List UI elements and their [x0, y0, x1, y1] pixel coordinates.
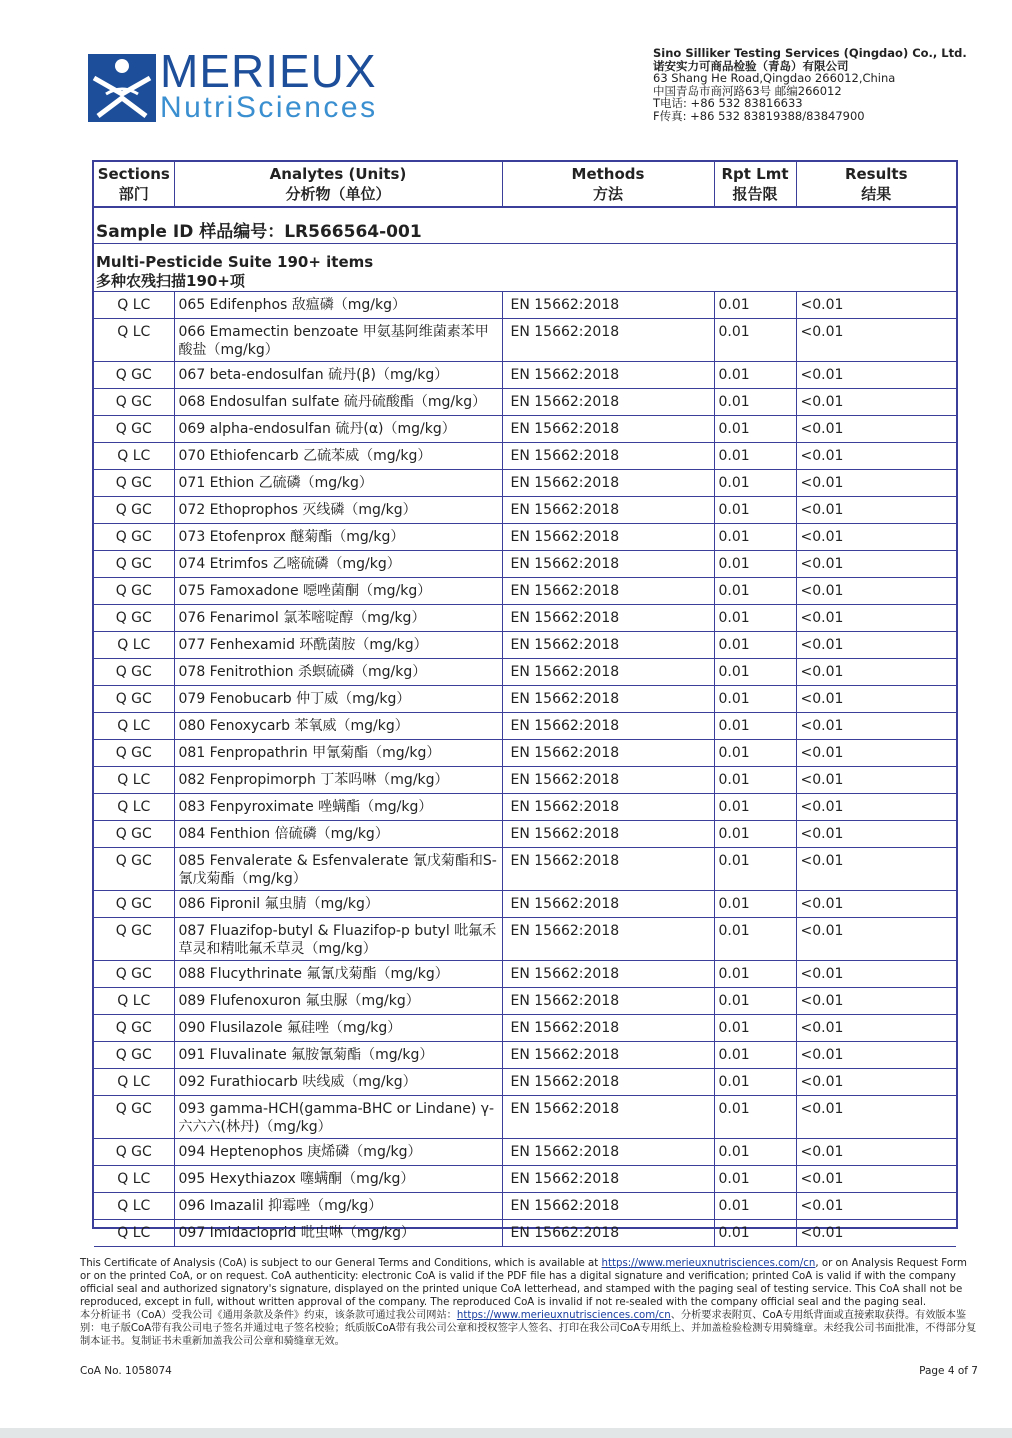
analyte-cell: 097 Imidacloprid 吡虫啉（mg/kg）: [174, 1220, 502, 1247]
result-cell: <0.01: [796, 524, 956, 551]
table-row: [94, 740, 956, 767]
section-cell: Q GC: [94, 497, 174, 524]
method-cell: EN 15662:2018: [502, 605, 714, 632]
table-row: [94, 605, 956, 632]
table-row: [94, 551, 956, 578]
footer-en: This Certificate of Analysis (CoA) is subject to our General Terms and Conditions, which is available at https://www.merieuxnutrisciences.com/cn, or on Analysis Request Form or on the printed CoA, or on request. CoA authenticity: electronic CoA is valid if the PDF file has a digital signature and verification; printed CoA is valid if with the company official seal and authorized signatory's signature, displayed on the printed unique CoA letterhead, and stamped with the paging seal of testing service. This CoA shall not be reproduced, except in full, without written approval of the company. The reproduced CoA is invalid if not re-sealed with the company official seal and the paging seal.: [80, 1258, 967, 1308]
result-cell: <0.01: [796, 767, 956, 794]
method-cell: EN 15662:2018: [502, 961, 714, 988]
method-cell: EN 15662:2018: [502, 794, 714, 821]
table-row: [94, 319, 956, 362]
analyte-cell: 065 Edifenphos 敌瘟磷（mg/kg）: [174, 292, 502, 319]
analyte-cell: 084 Fenthion 倍硫磷（mg/kg）: [174, 821, 502, 848]
method-cell: EN 15662:2018: [502, 848, 714, 891]
result-cell: <0.01: [796, 443, 956, 470]
merieux-logo: [88, 45, 408, 124]
limit-cell: 0.01: [714, 821, 796, 848]
result-cell: <0.01: [796, 632, 956, 659]
method-cell: EN 15662:2018: [502, 362, 714, 389]
limit-cell: 0.01: [714, 659, 796, 686]
result-cell: <0.01: [796, 1042, 956, 1069]
analyte-cell: 083 Fenpyroximate 唑螨酯（mg/kg）: [174, 794, 502, 821]
table-row: [94, 821, 956, 848]
table-row: [94, 1069, 956, 1096]
result-cell: <0.01: [796, 821, 956, 848]
section-cell: Q GC: [94, 416, 174, 443]
table-row: [94, 961, 956, 988]
analyte-cell: 094 Heptenophos 庚烯磷（mg/kg）: [174, 1139, 502, 1166]
company-name-cn: 诺安实力可商品检验（青岛）有限公司: [653, 58, 849, 73]
section-cell: Q GC: [94, 740, 174, 767]
result-cell: <0.01: [796, 891, 956, 918]
method-cell: EN 15662:2018: [502, 389, 714, 416]
limit-cell: 0.01: [714, 551, 796, 578]
analyte-cell: 073 Etofenprox 醚菊酯（mg/kg）: [174, 524, 502, 551]
suite-title: [96, 253, 373, 291]
analyte-cell: 081 Fenpropathrin 甲氰菊酯（mg/kg）: [174, 740, 502, 767]
table-row: [94, 713, 956, 740]
limit-cell: 0.01: [714, 470, 796, 497]
section-cell: Q GC: [94, 891, 174, 918]
section-cell: Q LC: [94, 1220, 174, 1247]
result-cell: <0.01: [796, 1096, 956, 1139]
analyte-cell: 087 Fluazifop-butyl & Fluazifop-p butyl 吡氟禾草灵和精吡氟禾草灵（mg/kg）: [174, 918, 502, 961]
method-cell: EN 15662:2018: [502, 713, 714, 740]
method-cell: EN 15662:2018: [502, 443, 714, 470]
analyte-cell: 075 Famoxadone 噁唑菌酮（mg/kg）: [174, 578, 502, 605]
limit-cell: 0.01: [714, 443, 796, 470]
analyte-cell: 082 Fenpropimorph 丁苯吗啉（mg/kg）: [174, 767, 502, 794]
section-cell: Q LC: [94, 1069, 174, 1096]
company-info: [653, 47, 967, 123]
limit-cell: 0.01: [714, 794, 796, 821]
section-cell: Q LC: [94, 767, 174, 794]
table-header: [94, 162, 956, 206]
analyte-cell: 093 gamma-HCH(gamma-BHC or Lindane) γ-六六六(林丹)（mg/kg）: [174, 1096, 502, 1139]
result-cell: <0.01: [796, 713, 956, 740]
section-cell: Q LC: [94, 713, 174, 740]
method-cell: EN 15662:2018: [502, 918, 714, 961]
result-cell: <0.01: [796, 497, 956, 524]
terms-link-en[interactable]: https://www.merieuxnutrisciences.com/cn: [601, 1258, 816, 1269]
sample-id: Sample ID 样品编号：LR566564-001: [96, 222, 422, 242]
analyte-cell: 085 Fenvalerate & Esfenvalerate 氰戊菊酯和S-氰戊菊酯（mg/kg）: [174, 848, 502, 891]
table-row: [94, 524, 956, 551]
company-address-en: 63 Shang He Road,Qingdao 266012,China: [653, 71, 896, 86]
section-cell: Q LC: [94, 988, 174, 1015]
result-cell: <0.01: [796, 1193, 956, 1220]
section-cell: Q GC: [94, 551, 174, 578]
suite-title-cn: 多种农残扫描190+项: [96, 272, 245, 290]
method-cell: EN 15662:2018: [502, 292, 714, 319]
section-cell: Q LC: [94, 319, 174, 362]
table-row: [94, 767, 956, 794]
sample-divider: [94, 243, 956, 244]
method-cell: EN 15662:2018: [502, 470, 714, 497]
table-row: [94, 1220, 956, 1247]
coa-number: CoA No. 1058074: [80, 1365, 172, 1377]
method-cell: EN 15662:2018: [502, 524, 714, 551]
method-cell: EN 15662:2018: [502, 740, 714, 767]
section-cell: Q LC: [94, 292, 174, 319]
result-cell: <0.01: [796, 1166, 956, 1193]
method-cell: EN 15662:2018: [502, 988, 714, 1015]
table-row: [94, 848, 956, 891]
limit-cell: 0.01: [714, 292, 796, 319]
header-sections: Sections 部门: [94, 162, 174, 206]
method-cell: EN 15662:2018: [502, 1193, 714, 1220]
table-row: [94, 1193, 956, 1220]
analyte-cell: 077 Fenhexamid 环酰菌胺（mg/kg）: [174, 632, 502, 659]
section-cell: Q GC: [94, 821, 174, 848]
section-cell: Q GC: [94, 1015, 174, 1042]
method-cell: EN 15662:2018: [502, 1015, 714, 1042]
table-row: [94, 794, 956, 821]
analyte-cell: 090 Flusilazole 氟硅唑（mg/kg）: [174, 1015, 502, 1042]
method-cell: EN 15662:2018: [502, 1096, 714, 1139]
result-cell: <0.01: [796, 470, 956, 497]
table-row: [94, 362, 956, 389]
method-cell: EN 15662:2018: [502, 1166, 714, 1193]
result-cell: <0.01: [796, 389, 956, 416]
section-cell: Q GC: [94, 605, 174, 632]
limit-cell: 0.01: [714, 416, 796, 443]
limit-cell: 0.01: [714, 740, 796, 767]
analyte-cell: 070 Ethiofencarb 乙硫苯威（mg/kg）: [174, 443, 502, 470]
section-cell: Q GC: [94, 524, 174, 551]
logo-subwordmark: NutriSciences: [160, 91, 378, 124]
limit-cell: 0.01: [714, 1096, 796, 1139]
result-cell: <0.01: [796, 988, 956, 1015]
table-row: [94, 443, 956, 470]
section-cell: Q GC: [94, 578, 174, 605]
analyte-cell: 074 Etrimfos 乙嘧硫磷（mg/kg）: [174, 551, 502, 578]
section-cell: Q GC: [94, 848, 174, 891]
table-row: [94, 1096, 956, 1139]
table-row: [94, 918, 956, 961]
analyte-cell: 088 Flucythrinate 氟氰戊菊酯（mg/kg）: [174, 961, 502, 988]
suite-title-en: Multi-Pesticide Suite 190+ items: [96, 253, 374, 271]
section-cell: Q GC: [94, 918, 174, 961]
table-row: [94, 578, 956, 605]
section-cell: Q GC: [94, 1042, 174, 1069]
result-cell: <0.01: [796, 1015, 956, 1042]
company-fax: F传真: +86 532 83819388/83847900: [653, 108, 865, 123]
section-cell: Q GC: [94, 1139, 174, 1166]
limit-cell: 0.01: [714, 848, 796, 891]
result-cell: <0.01: [796, 848, 956, 891]
limit-cell: 0.01: [714, 1015, 796, 1042]
limit-cell: 0.01: [714, 524, 796, 551]
analyte-cell: 071 Ethion 乙硫磷（mg/kg）: [174, 470, 502, 497]
method-cell: EN 15662:2018: [502, 632, 714, 659]
result-cell: <0.01: [796, 578, 956, 605]
table-row: [94, 988, 956, 1015]
analyte-cell: 095 Hexythiazox 噻螨酮（mg/kg）: [174, 1166, 502, 1193]
analyte-cell: 078 Fenitrothion 杀螟硫磷（mg/kg）: [174, 659, 502, 686]
table-row: [94, 1166, 956, 1193]
header-divider: [94, 206, 956, 208]
header-analytes: Analytes (Units) 分析物（单位）: [174, 162, 502, 206]
limit-cell: 0.01: [714, 961, 796, 988]
method-cell: EN 15662:2018: [502, 1220, 714, 1247]
result-cell: <0.01: [796, 416, 956, 443]
logo-wordmark: MERIEUX: [160, 45, 377, 97]
bottom-edge: [0, 1428, 1012, 1438]
result-cell: <0.01: [796, 1139, 956, 1166]
table-row: [94, 632, 956, 659]
result-cell: <0.01: [796, 659, 956, 686]
result-cell: <0.01: [796, 605, 956, 632]
result-cell: <0.01: [796, 1220, 956, 1247]
table-row: [94, 1042, 956, 1069]
result-cell: <0.01: [796, 319, 956, 362]
result-cell: <0.01: [796, 794, 956, 821]
section-cell: Q GC: [94, 1096, 174, 1139]
method-cell: EN 15662:2018: [502, 767, 714, 794]
limit-cell: 0.01: [714, 362, 796, 389]
table-row: [94, 686, 956, 713]
analyte-cell: 079 Fenobucarb 仲丁威（mg/kg）: [174, 686, 502, 713]
analyte-cell: 089 Flufenoxuron 氟虫脲（mg/kg）: [174, 988, 502, 1015]
section-cell: Q GC: [94, 961, 174, 988]
limit-cell: 0.01: [714, 389, 796, 416]
analyte-cell: 080 Fenoxycarb 苯氧威（mg/kg）: [174, 713, 502, 740]
header-methods: Methods 方法: [502, 162, 714, 206]
section-cell: Q LC: [94, 1193, 174, 1220]
limit-cell: 0.01: [714, 632, 796, 659]
section-cell: Q LC: [94, 443, 174, 470]
analyte-cell: 066 Emamectin benzoate 甲氨基阿维菌素苯甲酸盐（mg/kg）: [174, 319, 502, 362]
analyte-cell: 067 beta-endosulfan 硫丹(β)（mg/kg）: [174, 362, 502, 389]
method-cell: EN 15662:2018: [502, 1042, 714, 1069]
limit-cell: 0.01: [714, 988, 796, 1015]
table-row: [94, 659, 956, 686]
table-row: [94, 292, 956, 319]
result-cell: <0.01: [796, 1069, 956, 1096]
table-row: [94, 891, 956, 918]
analyte-cell: 072 Ethoprophos 灭线磷（mg/kg）: [174, 497, 502, 524]
section-cell: Q LC: [94, 1166, 174, 1193]
method-cell: EN 15662:2018: [502, 891, 714, 918]
result-cell: <0.01: [796, 740, 956, 767]
limit-cell: 0.01: [714, 891, 796, 918]
analyte-cell: 091 Fluvalinate 氟胺氰菊酯（mg/kg）: [174, 1042, 502, 1069]
limit-cell: 0.01: [714, 713, 796, 740]
header-results: Results 结果: [844, 165, 908, 203]
method-cell: EN 15662:2018: [502, 1139, 714, 1166]
section-cell: Q LC: [94, 632, 174, 659]
result-cell: <0.01: [796, 362, 956, 389]
limit-cell: 0.01: [714, 1042, 796, 1069]
section-cell: Q GC: [94, 686, 174, 713]
footer-disclaimer: [80, 1257, 980, 1348]
results-table-body: [94, 292, 956, 1247]
results-table: [94, 291, 956, 1247]
limit-cell: 0.01: [714, 918, 796, 961]
limit-cell: 0.01: [714, 497, 796, 524]
limit-cell: 0.01: [714, 605, 796, 632]
terms-link-cn[interactable]: https://www.merieuxnutrisciences.com/cn: [456, 1310, 671, 1321]
section-cell: Q LC: [94, 794, 174, 821]
limit-cell: 0.01: [714, 1220, 796, 1247]
method-cell: EN 15662:2018: [502, 686, 714, 713]
limit-cell: 0.01: [714, 767, 796, 794]
company-address-cn: 中国青岛市商河路63号 邮编266012: [653, 83, 842, 98]
result-cell: <0.01: [796, 686, 956, 713]
analyte-cell: 096 Imazalil 抑霉唑（mg/kg）: [174, 1193, 502, 1220]
table-row: [94, 389, 956, 416]
table-row: [94, 1139, 956, 1166]
limit-cell: 0.01: [714, 686, 796, 713]
table-row: [94, 1015, 956, 1042]
limit-cell: 0.01: [714, 1139, 796, 1166]
section-cell: Q GC: [94, 389, 174, 416]
method-cell: EN 15662:2018: [502, 416, 714, 443]
section-cell: Q GC: [94, 362, 174, 389]
company-tel: T电话: +86 532 83816633: [653, 96, 803, 111]
analyte-cell: 068 Endosulfan sulfate 硫丹硫酸酯（mg/kg）: [174, 389, 502, 416]
page-number: Page 4 of 7: [919, 1365, 978, 1377]
method-cell: EN 15662:2018: [502, 1069, 714, 1096]
result-cell: <0.01: [796, 292, 956, 319]
section-cell: Q GC: [94, 470, 174, 497]
analyte-cell: 076 Fenarimol 氯苯嘧啶醇（mg/kg）: [174, 605, 502, 632]
result-cell: <0.01: [796, 551, 956, 578]
limit-cell: 0.01: [714, 1193, 796, 1220]
limit-cell: 0.01: [714, 1166, 796, 1193]
table-row: [94, 497, 956, 524]
company-name-en: Sino Silliker Testing Services (Qingdao) Co., Ltd.: [653, 46, 967, 60]
table-row: [94, 416, 956, 443]
footer-cn: 本分析证书（CoA）受我公司《通用条款及条件》约束，该条款可通过我公司网站：https://www.merieuxnutrisciences.com/cn、分析要求表附页、CoA专用纸背面或直接索取获得。有效版本鉴别：电子版CoA带有我公司电子签名并通过电子签名校验；纸质版CoA带有我公司公章和授权签字人签名、打印在我公司CoA专用纸上、并加盖检验检测专用骑缝章。未经我公司书面批准，不得部分复制本证书。复制证书未重新加盖我公司公章和骑缝章无效。: [80, 1310, 977, 1347]
analyte-cell: 069 alpha-endosulfan 硫丹(α)（mg/kg）: [174, 416, 502, 443]
result-cell: <0.01: [796, 918, 956, 961]
method-cell: EN 15662:2018: [502, 578, 714, 605]
header-rpt-lmt: Rpt Lmt 报告限: [714, 162, 796, 206]
method-cell: EN 15662:2018: [502, 821, 714, 848]
limit-cell: 0.01: [714, 319, 796, 362]
section-cell: Q GC: [94, 659, 174, 686]
limit-cell: 0.01: [714, 1069, 796, 1096]
result-cell: <0.01: [796, 961, 956, 988]
method-cell: EN 15662:2018: [502, 551, 714, 578]
logo-emblem-icon: [88, 54, 156, 122]
method-cell: EN 15662:2018: [502, 659, 714, 686]
method-cell: EN 15662:2018: [502, 497, 714, 524]
table-row: [94, 470, 956, 497]
method-cell: EN 15662:2018: [502, 319, 714, 362]
analyte-cell: 092 Furathiocarb 呋线威（mg/kg）: [174, 1069, 502, 1096]
analyte-cell: 086 Fipronil 氟虫腈（mg/kg）: [174, 891, 502, 918]
limit-cell: 0.01: [714, 578, 796, 605]
